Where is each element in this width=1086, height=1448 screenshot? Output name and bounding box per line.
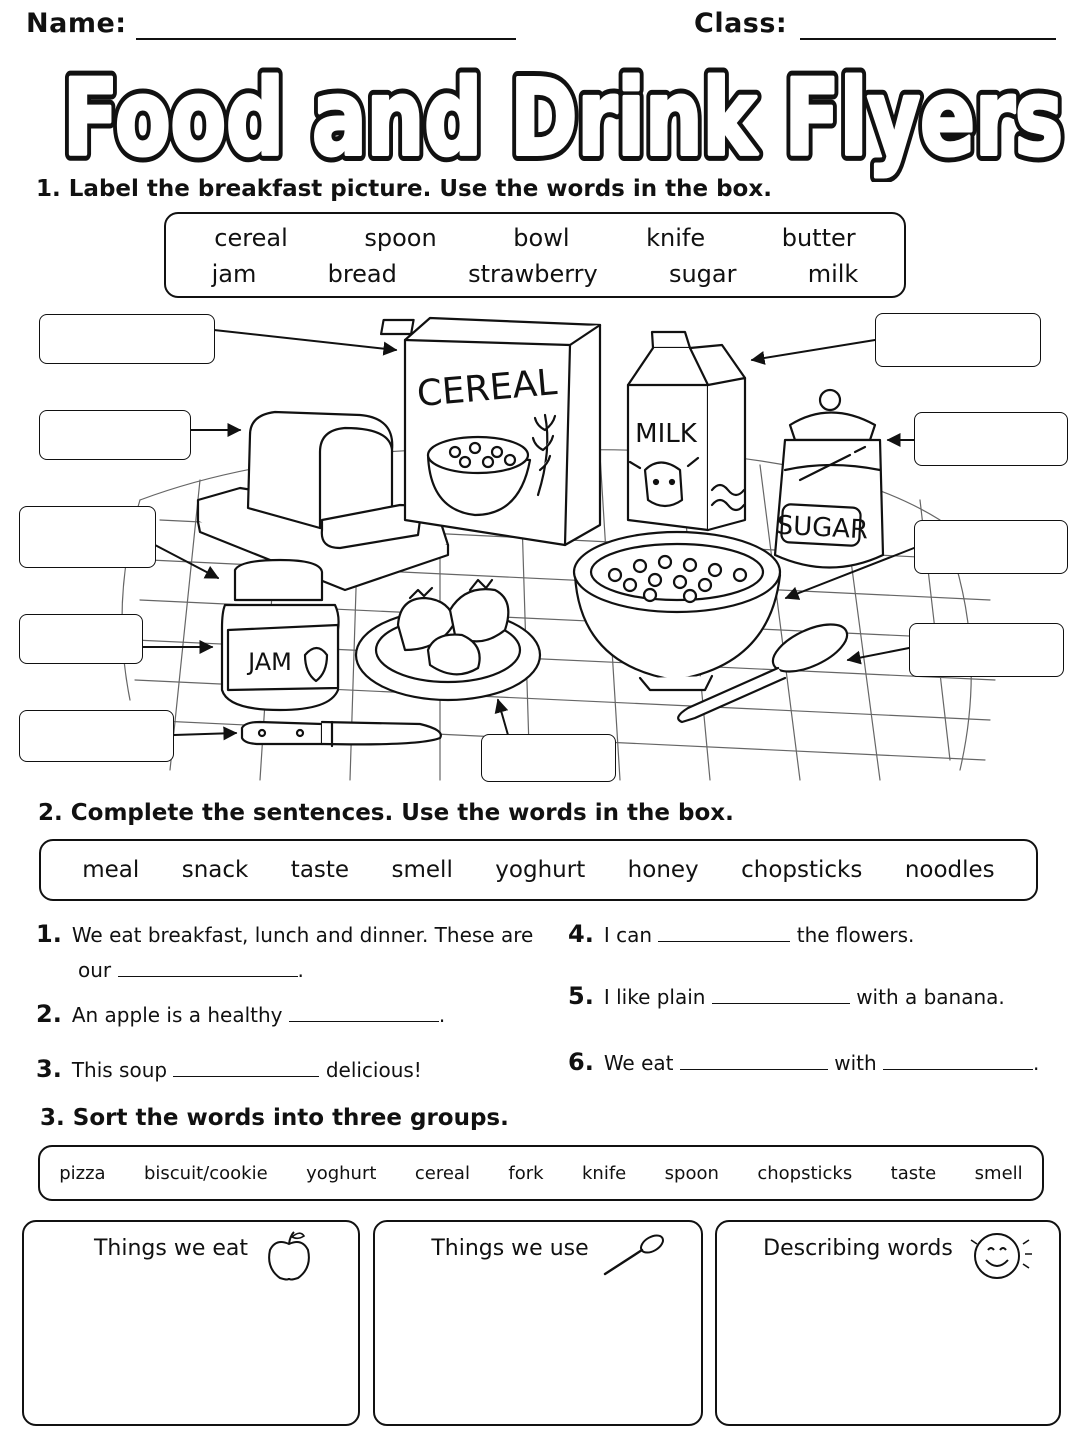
word-item: chopsticks [757, 1162, 853, 1184]
sentence-6-blank-1[interactable] [680, 1051, 828, 1070]
label-answer-box-8[interactable] [914, 412, 1068, 466]
title-outline: Food and Drink Flyers [63, 57, 1063, 179]
class-answer-line[interactable] [800, 38, 1056, 40]
sentence-text: I like plain [603, 985, 706, 1009]
section2-number: 2. [38, 800, 63, 826]
name-label: Name: [26, 8, 127, 39]
worksheet-title [58, 52, 1068, 182]
word-box-row1 [176, 220, 894, 256]
section2-word-box [39, 839, 1038, 901]
knife-icon [242, 722, 441, 746]
section1-heading [36, 176, 772, 202]
sentence-text: the flowers. [796, 923, 915, 947]
word-item: snack [181, 857, 249, 883]
sentence-6-blank-2[interactable] [883, 1051, 1033, 1070]
sentence-text: with a banana. [856, 985, 1005, 1009]
word-item: knife [581, 1162, 627, 1184]
group-title: Things we use [431, 1236, 589, 1261]
sentence-number: 4. [568, 920, 594, 948]
sentence-5 [568, 982, 1005, 1010]
section3-instruction: Sort the words into three groups. [72, 1105, 509, 1131]
sentence-text: with [834, 1051, 877, 1075]
smiley-icon [967, 1226, 1033, 1286]
sentence-1-blank[interactable] [118, 958, 298, 977]
sentence-number: 5. [568, 982, 594, 1010]
sentence-text: delicious! [325, 1058, 422, 1082]
label-answer-box-3[interactable] [19, 506, 156, 568]
sentence-4 [568, 920, 914, 948]
cereal-box-icon [381, 318, 600, 545]
word-item: smell [974, 1162, 1023, 1184]
section2-instruction: Complete the sentences. Use the words in the box. [70, 800, 734, 826]
sentence-6 [568, 1048, 1039, 1076]
strawberry-icon [356, 580, 540, 700]
word-item: taste [290, 857, 350, 883]
sentence-2 [36, 1000, 445, 1028]
word-item: bread [327, 260, 397, 288]
sentence-4-blank[interactable] [658, 923, 790, 942]
section1-number: 1. [36, 176, 61, 202]
class-label: Class: [694, 8, 788, 39]
word-item: bowl [513, 224, 570, 252]
sentence-2-blank[interactable] [289, 1003, 439, 1022]
spoon-icon [599, 1230, 669, 1280]
milk-carton-label: MILK [635, 419, 697, 449]
name-answer-line[interactable] [136, 38, 516, 40]
sentence-text: We eat [603, 1051, 674, 1075]
section3-heading [40, 1105, 509, 1131]
word-item: spoon [364, 224, 437, 252]
sugar-jar-label: SUGAR [775, 510, 869, 546]
label-answer-box-1[interactable] [39, 314, 215, 364]
label-answer-box-7[interactable] [875, 313, 1041, 367]
apple-icon [262, 1228, 316, 1282]
label-answer-box-5[interactable] [19, 710, 174, 762]
label-answer-box-6[interactable] [481, 734, 616, 782]
word-box-row2 [176, 256, 894, 292]
label-answer-box-9[interactable] [914, 520, 1068, 574]
word-item: jam [211, 260, 257, 288]
word-item: knife [646, 224, 706, 252]
word-item: milk [807, 260, 859, 288]
sentence-text: . [438, 1003, 446, 1027]
word-item: yoghurt [306, 1162, 377, 1184]
word-item: yoghurt [495, 857, 586, 883]
word-item: fork [508, 1162, 544, 1184]
word-item: butter [781, 224, 856, 252]
sentence-text: . [297, 958, 304, 982]
group-box-things-we-use[interactable] [373, 1220, 703, 1426]
word-item: spoon [664, 1162, 719, 1184]
bowl-icon [574, 532, 780, 690]
group-title: Describing words [763, 1236, 953, 1261]
word-item: pizza [59, 1162, 106, 1184]
group-box-things-we-eat[interactable] [22, 1220, 360, 1426]
sentence-1-line2 [78, 958, 304, 982]
section1-instruction: Label the breakfast picture. Use the words in the box. [68, 176, 772, 202]
sentence-3 [36, 1055, 422, 1083]
jam-jar-icon [222, 560, 339, 710]
sentence-text: . [1033, 1051, 1040, 1075]
sentence-3-blank[interactable] [173, 1058, 319, 1077]
sentence-text: our [78, 958, 112, 982]
label-answer-box-10[interactable] [909, 623, 1064, 677]
word-item: smell [391, 857, 453, 883]
section3-number: 3. [40, 1105, 65, 1131]
section3-word-box [38, 1145, 1044, 1201]
cereal-box-label: CEREAL [415, 362, 559, 416]
word-item: strawberry [468, 260, 598, 288]
word-item: taste [890, 1162, 937, 1184]
sentence-number: 3. [36, 1055, 62, 1083]
sentence-text: An apple is a healthy [71, 1003, 283, 1027]
sentence-number: 1. [36, 920, 62, 948]
label-answer-box-4[interactable] [19, 614, 143, 664]
group-title: Things we eat [93, 1236, 249, 1261]
section1-word-box [164, 212, 906, 298]
word-item: cereal [214, 224, 288, 252]
sentence-1 [36, 920, 533, 948]
sentence-text: I can [603, 923, 653, 947]
word-item: chopsticks [741, 857, 863, 883]
jam-jar-label: JAM [248, 648, 292, 676]
sentence-text: This soup [71, 1058, 168, 1082]
sentence-number: 6. [568, 1048, 594, 1076]
word-item: honey [627, 857, 699, 883]
word-item: sugar [668, 260, 737, 288]
group-box-describing-words[interactable] [715, 1220, 1061, 1426]
word-item: meal [82, 857, 140, 883]
section2-heading [38, 800, 734, 826]
sentence-5-blank[interactable] [712, 985, 850, 1004]
sentence-text: We eat breakfast, lunch and dinner. These are [71, 923, 534, 947]
word-item: cereal [414, 1162, 470, 1184]
label-answer-box-2[interactable] [39, 410, 191, 460]
word-item: noodles [904, 857, 995, 883]
sentence-number: 2. [36, 1000, 62, 1028]
word-item: biscuit/cookie [143, 1162, 268, 1184]
title-fill: Food and Drink Flyers [63, 57, 1063, 179]
